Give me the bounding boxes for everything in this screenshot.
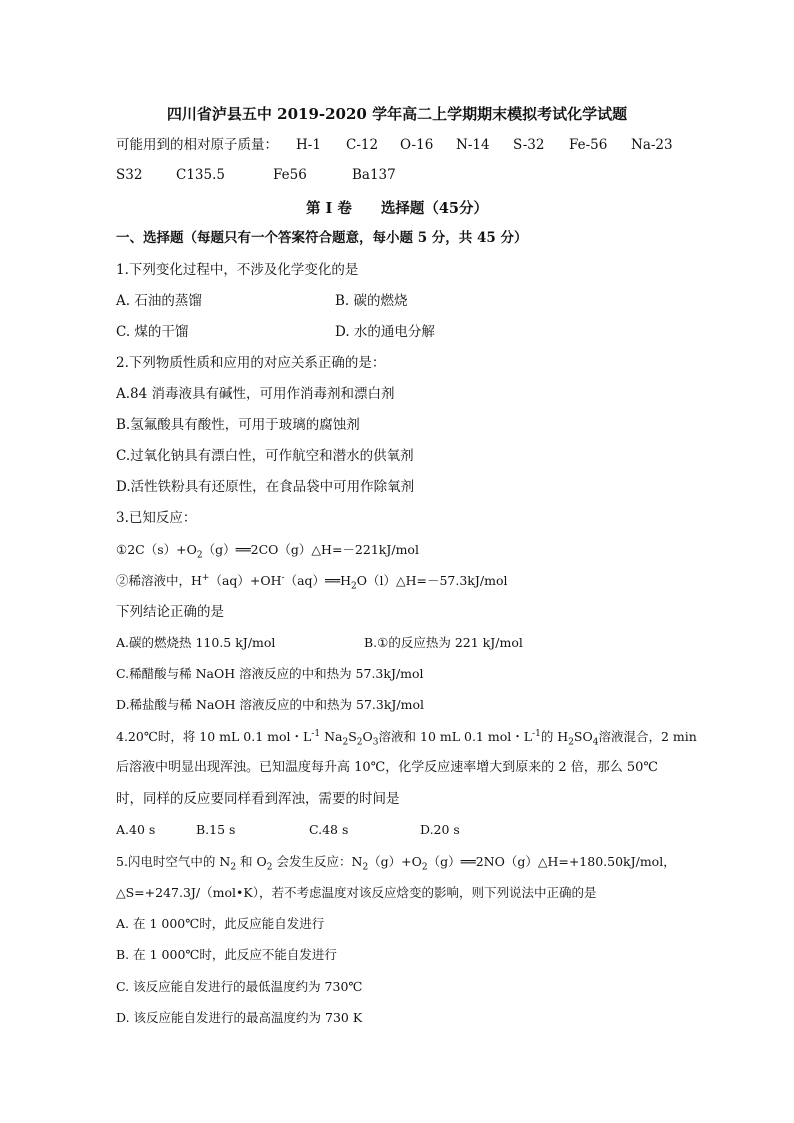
q3-option-d: D.稀盐酸与稀 NaOH 溶液反应的中和热为 57.3kJ/mol (116, 697, 425, 712)
q4-option-b: B.15 s (196, 822, 236, 837)
q2-option-b: B.氢氟酸具有酸性，可用于玻璃的腐蚀剂 (116, 417, 360, 433)
q4-stem-line-3: 时，同样的反应要同样看到浑浊，需要的时间是 (116, 791, 400, 807)
section-instruction: 一、选择题（每题只有一个答案符合题意，每小题 5 分，共 45 分） (116, 230, 528, 246)
q3-prompt: 下列结论正确的是 (116, 604, 224, 620)
q5-option-b: B. 在 1 000℃时，此反应不能自发进行 (116, 947, 337, 962)
q3-reaction-1: $①2C(s)+O_2(g)══2CO(g)\triangle H=-221kJ$/mol (116, 542, 419, 561)
atomic-mass-item: Fe56 (273, 167, 307, 183)
q3-option-a: A.碳的燃烧热 110.5 kJ/mol (116, 635, 276, 650)
q4-stem-line-2: 后溶液中明显出现浑浊。已知温度每升高 10℃，化学反应速率增大到原来的 2 倍，那么 50℃ (116, 760, 658, 775)
atomic-mass-item: Fe-56 (569, 137, 608, 153)
atomic-mass-item: O-16 (400, 137, 434, 153)
q4-option-c: C.48 s (309, 822, 349, 837)
q2-option-c: C.过氧化钠具有漂白性，可作航空和潜水的供氧剂 (116, 448, 414, 464)
q1-option-c: C. 煤的干馏 (116, 324, 189, 340)
atomic-mass-item: Na-23 (631, 137, 673, 153)
q1-option-a: A. 石油的蒸馏 (116, 293, 202, 309)
q5-option-a: A. 在 1 000℃时，此反应能自发进行 (116, 916, 325, 931)
atomic-mass-item: N-14 (456, 137, 490, 153)
section-title: 第 I 卷 选择题（45分） (305, 200, 489, 217)
q5-stem-line-2: △S=+247.3J/（mol•K），若不考虑温度对该反应焓变的影响，则下列说法中正确的是 (116, 885, 597, 900)
atomic-mass-item: S32 (116, 167, 143, 183)
q1-option-d: D. 水的通电分解 (335, 324, 435, 340)
atomic-mass-label: 可能用到的相对原子质量： (116, 137, 278, 153)
atomic-mass-item: S-32 (513, 137, 545, 153)
atomic-mass-item: C-12 (346, 137, 379, 153)
q4-option-a: A.40 s (116, 822, 156, 837)
q3-reaction-2: ②稀溶液中，$H^+(aq)+OH^-(aq)══H_2O(l)\triangle H=-57.3kJ$/mol (116, 572, 508, 592)
atomic-mass-item: Ba137 (352, 167, 396, 183)
q5-stem-line-1: 5.闪电时空气中的 $N_2$ 和 $O_2$ 会发生反应：$N_2(g)+O_2(g)══2NO(g)\triangle H=+180.50kJ$/mol， (116, 854, 676, 873)
q1-stem: 1.下列变化过程中，不涉及化学变化的是 (116, 262, 359, 278)
q4-stem-line-1: 4.20℃时，将 10 mL 0.1 mol・$L^{-1}$ $Na_2S_2O_3$溶液和 10 mL 0.1 mol・$L^{-1}$的 $H_2SO_4$溶液混合，2 min (116, 728, 697, 748)
q5-option-c: C. 该反应能自发进行的最低温度约为 730℃ (116, 979, 363, 994)
q3-option-b: B.①的反应热为 221 kJ/mol (364, 635, 523, 650)
q5-option-d: D. 该反应能自发进行的最高温度约为 730 K (116, 1010, 363, 1025)
q1-option-b: B. 碳的燃烧 (335, 293, 408, 309)
q2-option-d: D.活性铁粉具有还原性，在食品袋中可用作除氧剂 (116, 479, 415, 495)
q3-option-c: C.稀醋酸与稀 NaOH 溶液反应的中和热为 57.3kJ/mol (116, 666, 424, 681)
q2-stem: 2.下列物质性质和应用的对应关系正确的是： (116, 355, 386, 371)
atomic-mass-item: H-1 (296, 137, 321, 153)
q4-option-d: D.20 s (420, 822, 460, 837)
q2-option-a: A.84 消毒液具有碱性，可用作消毒剂和漂白剂 (116, 386, 395, 402)
atomic-mass-item: C135.5 (176, 167, 225, 183)
page-title: 四川省泸县五中 2019-2020 学年高二上学期期末模拟考试化学试题 (166, 105, 628, 123)
q3-stem: 3.已知反应： (116, 510, 197, 526)
